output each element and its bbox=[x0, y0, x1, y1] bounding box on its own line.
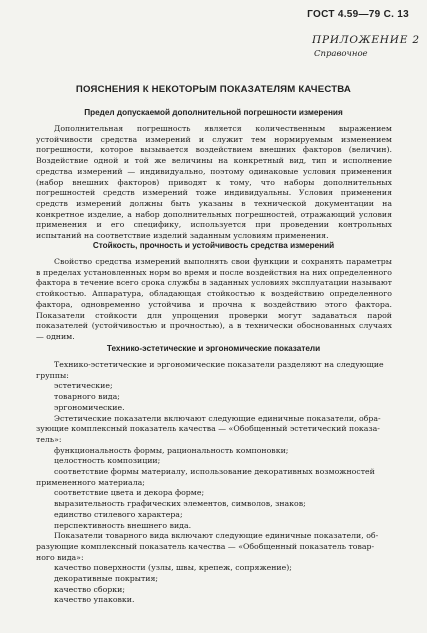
list-line: Технико-эстетические и эргономические показатели разделяют на следующие bbox=[54, 360, 384, 369]
aesthetic-list bbox=[36, 360, 392, 606]
list-line: качество сборки; bbox=[54, 584, 125, 594]
section-title-aesthetic: Технико-эстетические и эргономические показатели bbox=[106, 344, 321, 353]
list-line: соответствие формы материалу, использование декоративных возможностей bbox=[54, 467, 375, 477]
list-line: перспективность внешнего вида. bbox=[54, 520, 192, 530]
section-title-error: Предел допускаемой дополнительной погрешности измерения bbox=[84, 108, 343, 117]
section-text-stability bbox=[36, 257, 392, 343]
list-line: качество поверхности (узлы, швы, крепеж, сопряжение); bbox=[54, 563, 292, 573]
list-line: качество упаковки. bbox=[54, 595, 135, 605]
appendix-subtitle: Справочное bbox=[314, 49, 368, 59]
list-line: Эстетические показатели включают следующие единичные показатели, обра- bbox=[54, 413, 381, 423]
list-line: эргономические. bbox=[54, 402, 125, 412]
list-line: декоративные покрытия; bbox=[54, 574, 159, 584]
paragraph: Свойство средства измерений выполнять свои функции и сохранять параметры в пределах установленных норм во время и после воздействия на них определенного фактора в течение всего срока службы в заданных условиях эксплуатации называют стойкостью. Аппаратура, обладающая стойкостью к воздействию определенного фактора, одновременно устойчива и прочна к воздействию этого фактора. Показатели стойкости для упрощения проверки могут задаваться парой показателей (устойчивостью и прочностью), а в технически обоснованных случаях — одним. bbox=[36, 257, 392, 341]
list-line: целостность композиции; bbox=[54, 456, 161, 466]
list-line: функциональность формы, рациональность компоновки; bbox=[54, 445, 289, 455]
list-line: примененного материала; bbox=[36, 477, 145, 487]
main-title: ПОЯСНЕНИЯ К НЕКОТОРЫМ ПОКАЗАТЕЛЯМ КАЧЕСТВА bbox=[75, 84, 352, 95]
section-text-error bbox=[36, 124, 392, 242]
list-line: разующие комплексный показатель качества — «Обобщенный показатель товар- bbox=[36, 541, 375, 551]
list-line: группы: bbox=[36, 370, 69, 380]
list-line: соответствие цвета и декора форме; bbox=[54, 488, 205, 498]
page-reference: ГОСТ 4.59—79 С. 13 bbox=[307, 9, 409, 20]
appendix-title: ПРИЛОЖЕНИЕ 2 bbox=[312, 34, 420, 46]
list-line: ного вида»: bbox=[36, 552, 84, 562]
list-line: зующие комплексный показатель качества — «Обобщенный эстетический показа- bbox=[36, 424, 380, 434]
list-line: эстетические; bbox=[54, 381, 113, 391]
list-line: товарного вида; bbox=[54, 392, 120, 402]
list-line: Показатели товарного вида включают следующие единичные показатели, об- bbox=[54, 531, 379, 541]
list-line: тель»: bbox=[36, 434, 62, 444]
list-line: выразительность графических элементов, символов, знаков; bbox=[54, 499, 306, 509]
section-title-stability: Стойкость, прочность и устойчивость средства измерений bbox=[92, 241, 335, 250]
paragraph: Дополнительная погрешность является количественным выражением устойчивости средства измерений и служит тем нормируемым изменением погрешности, которое вызывается воздействием внешних факторов (величин). Воздействие одной и той же величины на конкретный вид, тип и исполнение средства измерений — индивидуально, поэтому одинаковые условия применения (набор внешних факторов) приводят к тому, что наборы дополнительных погрешностей средств измерений тоже индивидуальны. Условия применения средств измерений должны быть указаны в технической документации на конкретное изделие, а набор дополнительных погрешностей, отражающий условия применения и его специфику, используется при проведении контрольных испытаний на соответствие изделий заданным условиям применения. bbox=[36, 124, 392, 241]
list-line: единство стилевого характера; bbox=[54, 509, 183, 519]
